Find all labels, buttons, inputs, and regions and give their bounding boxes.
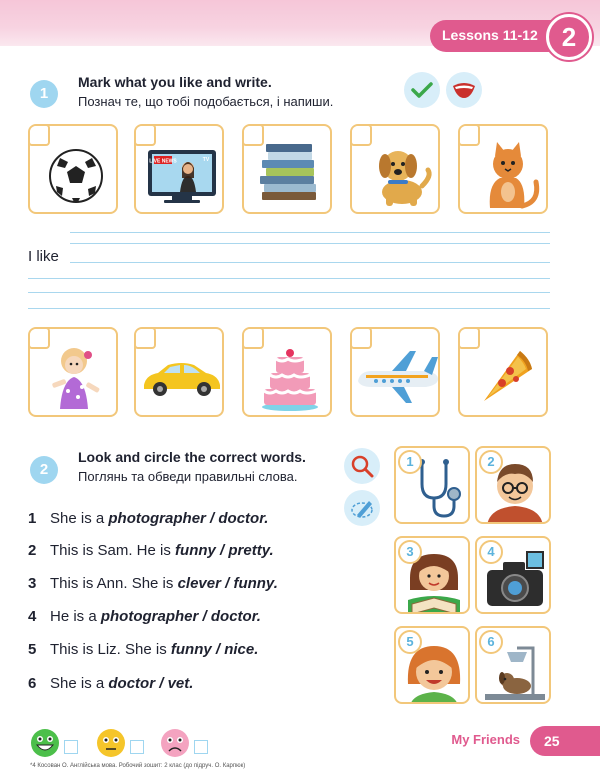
picture-card-cat [458, 124, 548, 214]
mouth-speaking-icon [446, 72, 482, 108]
like-checkbox[interactable] [134, 327, 156, 349]
task-2-title: Look and circle the correct words. [78, 449, 306, 465]
citation: *4 Косован О. Англійська мова. Робочий зошит: 2 клас (до підруч. О. Карпюк) [30, 763, 246, 769]
picture-card-car [134, 327, 224, 417]
self-assessment-checkbox[interactable] [130, 740, 144, 754]
picture-number: 5 [398, 630, 422, 654]
option-b[interactable]: vet [167, 675, 190, 692]
writing-line[interactable] [70, 232, 550, 233]
tv-badge-label: TV [202, 157, 210, 163]
sentence-2: 2 This is Sam. He is funny / pretty. [28, 542, 274, 559]
tv-live-label: LIVE NEWS [149, 158, 177, 165]
like-checkbox[interactable] [458, 327, 480, 349]
lessons-label: Lessons 11-12 [442, 27, 538, 43]
picture-number: 1 [398, 450, 422, 474]
page-number: 25 [530, 726, 600, 756]
option-a[interactable]: clever [177, 575, 221, 592]
like-checkbox[interactable] [350, 124, 372, 146]
picture-card-5 [394, 626, 470, 704]
like-checkbox[interactable] [134, 124, 156, 146]
task-2-subtitle: Поглянь та обведи правильні слова. [78, 469, 298, 484]
option-b[interactable]: funny [233, 575, 274, 592]
option-a[interactable]: photographer [108, 510, 206, 527]
option-b[interactable]: nice [224, 641, 255, 658]
picture-card-football [28, 124, 118, 214]
picture-card-plane [350, 327, 440, 417]
picture-card-dog [350, 124, 440, 214]
task-1-number: 1 [30, 80, 58, 108]
picture-card-3 [394, 536, 470, 614]
picture-card-books [242, 124, 332, 214]
picture-card-doll [28, 327, 118, 417]
writing-line[interactable] [28, 292, 550, 293]
sentence-4: 4 He is a photographer / doctor. [28, 608, 261, 625]
task-1-subtitle: Познач те, що тобі подобається, і напиши. [78, 94, 334, 109]
writing-line[interactable] [70, 262, 550, 263]
picture-card-1 [394, 446, 470, 524]
happy-face-icon [30, 728, 60, 758]
sentence-5: 5 This is Liz. She is funny / nice. [28, 641, 259, 658]
unit-title: My Friends [451, 732, 520, 747]
pencil-circle-icon [344, 490, 380, 526]
writing-line[interactable] [28, 278, 550, 279]
i-like-prompt: I like [28, 248, 59, 265]
sentence-1: 1 She is a photographer / doctor. [28, 510, 269, 527]
check-icon [404, 72, 440, 108]
picture-number: 2 [479, 450, 503, 474]
sad-face-icon [160, 728, 190, 758]
picture-card-pizza [458, 327, 548, 417]
option-b[interactable]: pretty [228, 542, 270, 559]
option-a[interactable]: doctor [108, 675, 156, 692]
option-a[interactable]: photographer [100, 608, 199, 625]
picture-card-tv [134, 124, 224, 214]
unit-number: 2 [546, 14, 592, 60]
option-b[interactable]: doctor [218, 510, 265, 527]
writing-line[interactable] [28, 308, 550, 309]
picture-number: 3 [398, 540, 422, 564]
like-checkbox[interactable] [458, 124, 480, 146]
picture-number: 4 [479, 540, 503, 564]
sentence-6: 6 She is a doctor / vet. [28, 675, 194, 692]
like-checkbox[interactable] [28, 124, 50, 146]
writing-line[interactable] [70, 243, 550, 244]
sentence-3: 3 This is Ann. She is clever / funny. [28, 575, 278, 592]
picture-card-4 [475, 536, 551, 614]
option-b[interactable]: doctor [210, 608, 257, 625]
neutral-face-icon [96, 728, 126, 758]
like-checkbox[interactable] [28, 327, 50, 349]
self-assessment-checkbox[interactable] [194, 740, 208, 754]
picture-card-cake [242, 327, 332, 417]
picture-card-6 [475, 626, 551, 704]
like-checkbox[interactable] [350, 327, 372, 349]
self-assessment-checkbox[interactable] [64, 740, 78, 754]
picture-number: 6 [479, 630, 503, 654]
like-checkbox[interactable] [242, 124, 264, 146]
task-1-title: Mark what you like and write. [78, 74, 272, 90]
magnifier-icon [344, 448, 380, 484]
like-checkbox[interactable] [242, 327, 264, 349]
task-2-number: 2 [30, 456, 58, 484]
option-a[interactable]: funny [170, 641, 212, 658]
picture-card-2 [475, 446, 551, 524]
option-a[interactable]: funny [175, 542, 216, 559]
